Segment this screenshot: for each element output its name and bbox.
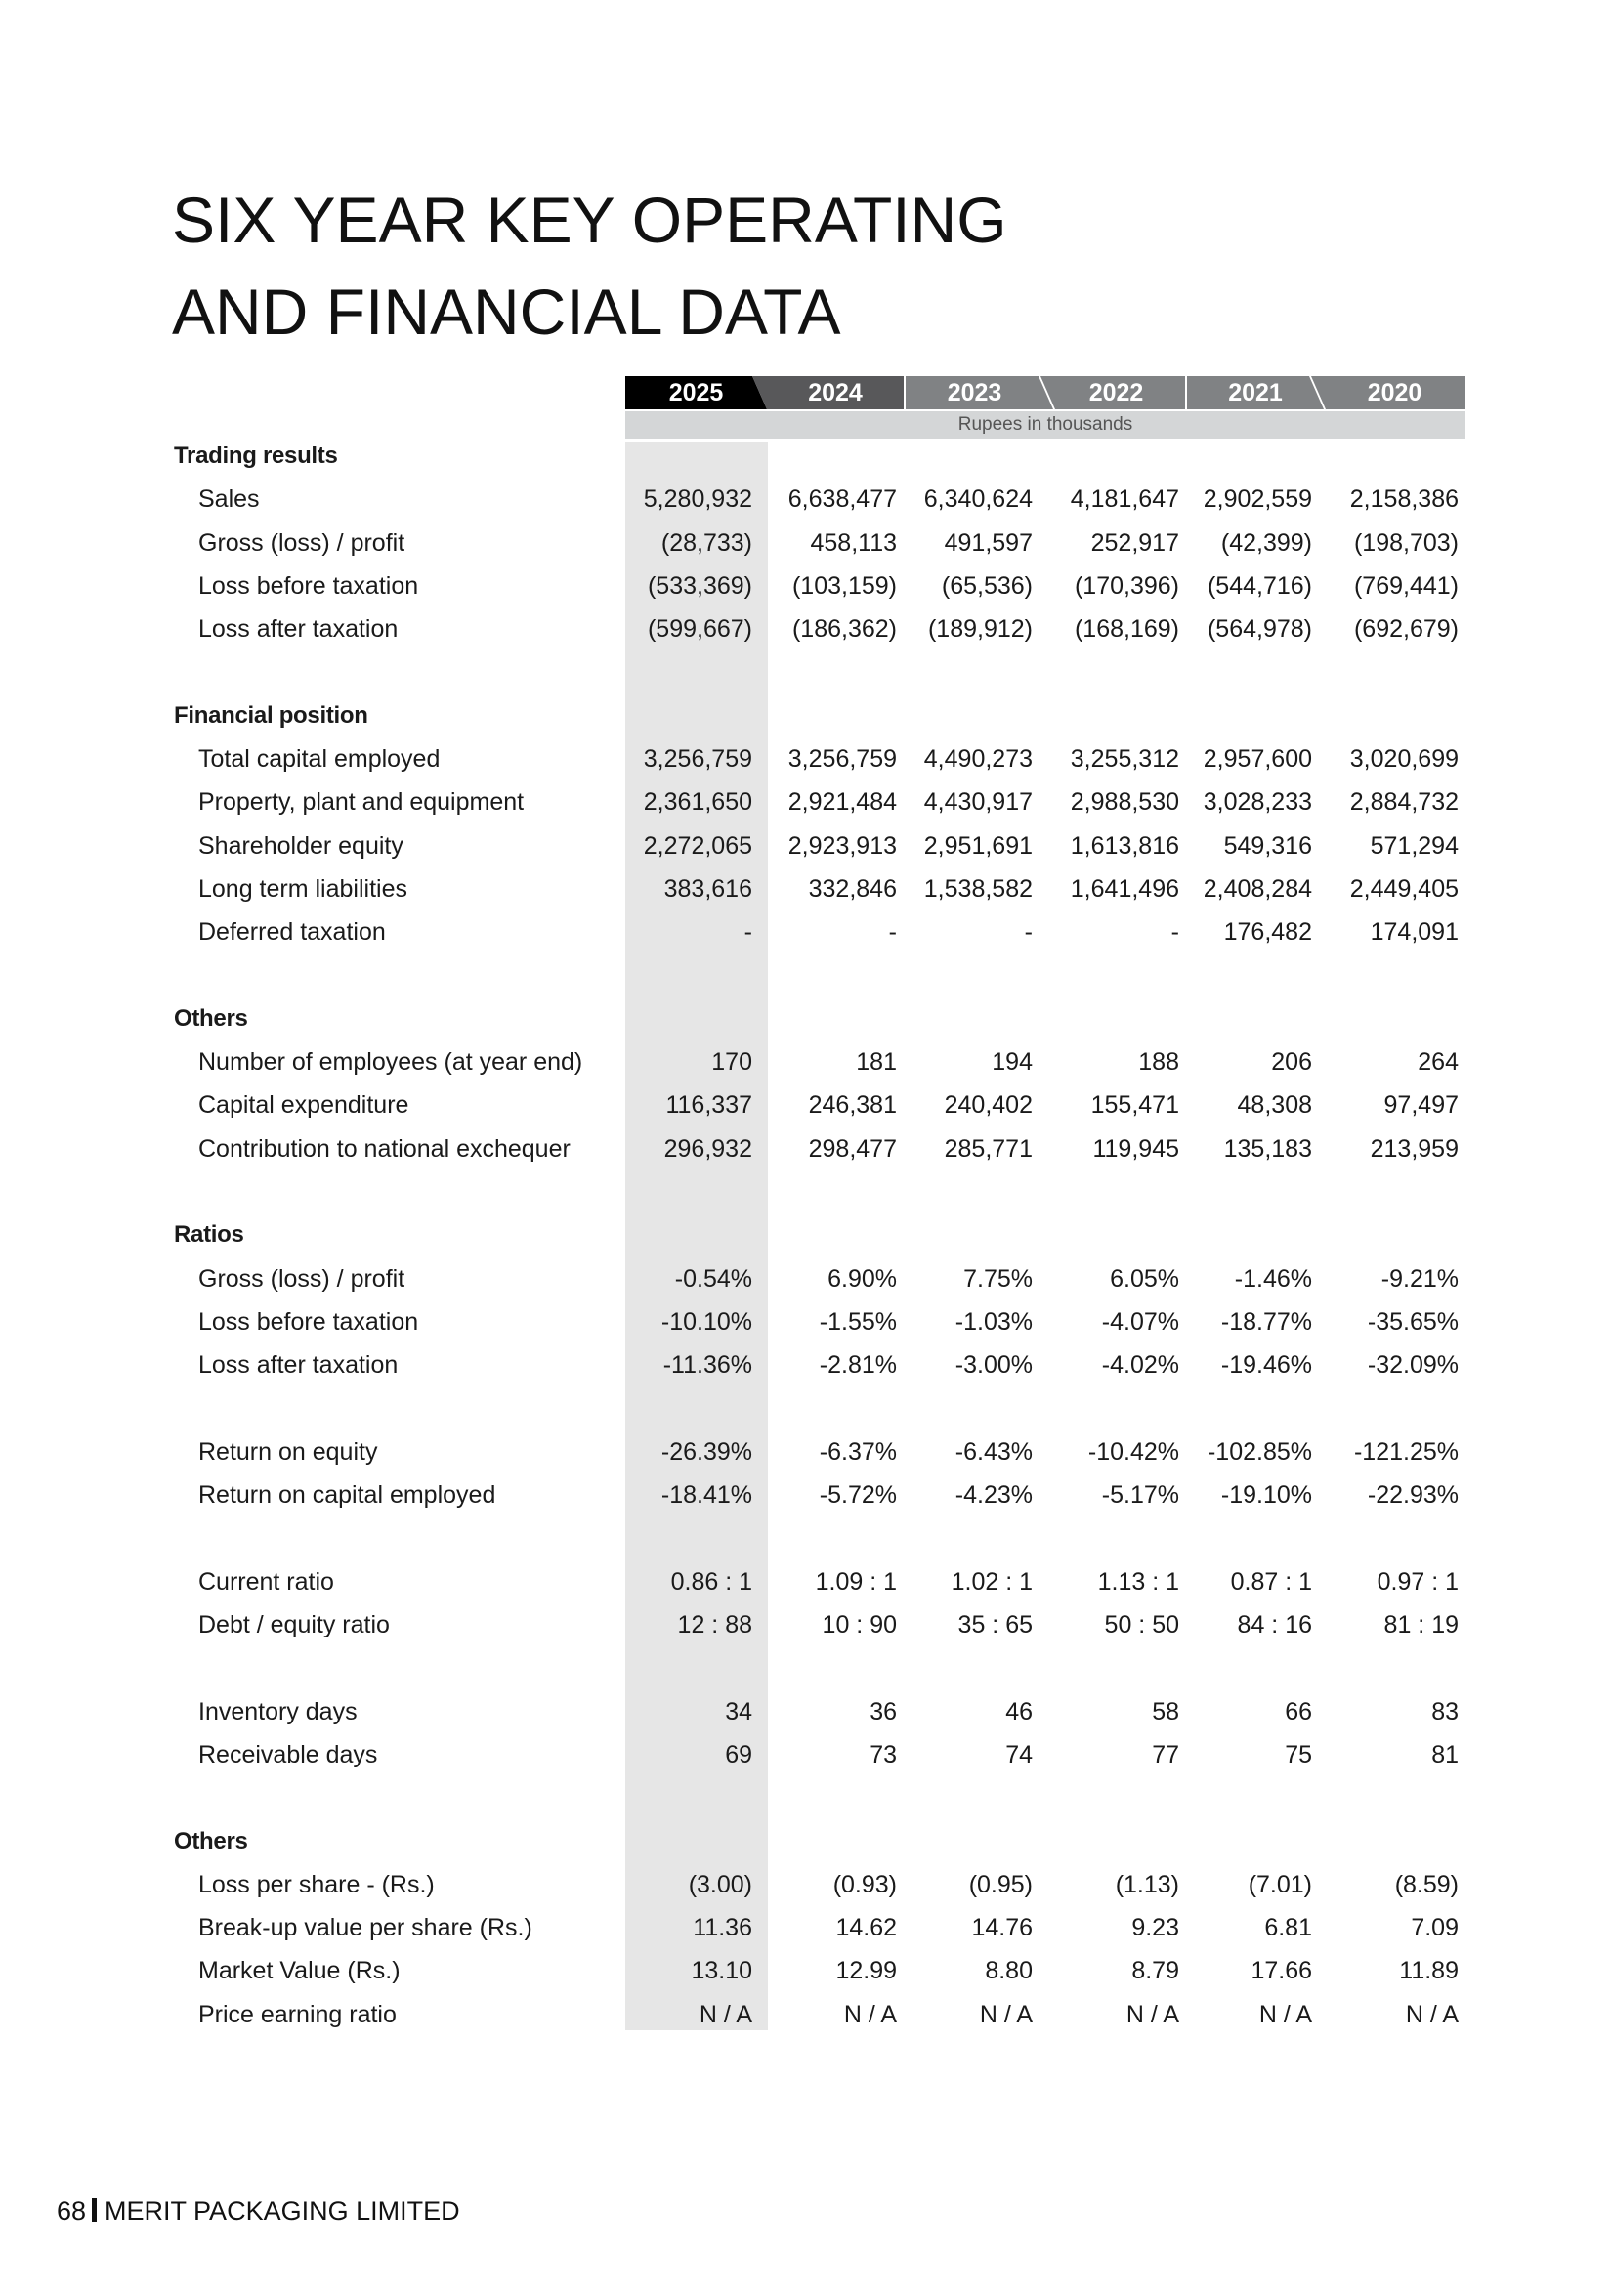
cell-2023: 4,430,917 <box>923 788 1033 817</box>
table-row <box>0 608 1612 651</box>
cell-2021: (564,978) <box>1207 616 1312 644</box>
cell-2021: -19.10% <box>1220 1481 1312 1509</box>
cell-2024: 14.62 <box>835 1914 897 1942</box>
cell-2024: (103,159) <box>791 572 897 600</box>
row-label: Deferred taxation <box>198 918 386 947</box>
cell-2024: N / A <box>843 2000 897 2028</box>
section-heading-label: Ratios <box>174 1221 244 1249</box>
cell-2022: 1,641,496 <box>1070 874 1179 903</box>
cell-2024: 458,113 <box>810 529 897 557</box>
cell-2022: 50 : 50 <box>1104 1611 1179 1639</box>
cell-2025: 5,280,932 <box>643 486 752 514</box>
row-spacer <box>0 1516 1612 1559</box>
row-label: Break-up value per share (Rs.) <box>198 1914 532 1942</box>
table-row <box>0 1690 1612 1733</box>
page-title-line-2: AND FINANCIAL DATA <box>172 276 841 348</box>
row-label: Loss before taxation <box>198 572 419 600</box>
row-spacer <box>0 1776 1612 1819</box>
section-heading <box>0 435 1612 478</box>
row-spacer <box>0 1170 1612 1213</box>
cell-2024: 10 : 90 <box>822 1611 897 1639</box>
cell-2020: 571,294 <box>1370 831 1459 860</box>
row-label: Price earning ratio <box>198 2000 397 2028</box>
cell-2020: (8.59) <box>1394 1870 1459 1898</box>
cell-2021: 6.81 <box>1264 1914 1312 1942</box>
cell-2025: (28,733) <box>660 529 752 557</box>
table-row <box>0 1041 1612 1084</box>
row-spacer <box>0 955 1612 998</box>
cell-2021: 2,902,559 <box>1203 486 1312 514</box>
cell-2022: (1.13) <box>1115 1870 1179 1898</box>
table-row <box>0 478 1612 521</box>
table-row <box>0 1603 1612 1646</box>
cell-2025: N / A <box>699 2000 752 2028</box>
cell-2022: 119,945 <box>1092 1134 1179 1163</box>
cell-2025: 34 <box>725 1697 752 1725</box>
table-row <box>0 911 1612 954</box>
cell-2025: (3.00) <box>688 1870 752 1898</box>
cell-2021: 0.87 : 1 <box>1230 1567 1312 1595</box>
cell-2022: -10.42% <box>1087 1437 1179 1466</box>
table-row <box>0 1949 1612 1992</box>
cell-2024: 246,381 <box>808 1091 897 1120</box>
cell-2023: 240,402 <box>944 1091 1033 1120</box>
cell-2024: 181 <box>856 1048 897 1077</box>
table-row <box>0 868 1612 911</box>
cell-2021: 206 <box>1271 1048 1312 1077</box>
section-heading <box>0 998 1612 1041</box>
cell-2020: 81 : 19 <box>1383 1611 1459 1639</box>
table-row <box>0 522 1612 565</box>
year-tab-2025 <box>625 376 767 409</box>
cell-2025: 116,337 <box>665 1091 752 1120</box>
cell-2021: -102.85% <box>1207 1437 1312 1466</box>
cell-2025: 2,272,065 <box>643 831 752 860</box>
cell-2024: 2,921,484 <box>787 788 897 817</box>
table-row <box>0 738 1612 781</box>
cell-2025: 2,361,650 <box>643 788 752 817</box>
row-label: Loss before taxation <box>198 1307 419 1336</box>
cell-2022: - <box>1170 918 1179 947</box>
row-label: Shareholder equity <box>198 831 403 860</box>
cell-2023: (189,912) <box>927 616 1033 644</box>
year-header <box>625 376 1465 409</box>
cell-2023: 4,490,273 <box>923 745 1033 774</box>
cell-2022: 188 <box>1138 1048 1179 1077</box>
cell-2023: N / A <box>979 2000 1033 2028</box>
row-label: Return on capital employed <box>198 1481 496 1509</box>
page-title <box>172 174 1007 358</box>
row-label: Return on equity <box>198 1437 378 1466</box>
row-label: Gross (loss) / profit <box>198 529 405 557</box>
table-row <box>0 1084 1612 1127</box>
cell-2023: -1.03% <box>954 1307 1033 1336</box>
section-heading-label: Financial position <box>174 702 368 729</box>
cell-2025: 11.36 <box>693 1914 752 1942</box>
cell-2020: 2,884,732 <box>1349 788 1459 817</box>
cell-2023: 285,771 <box>944 1134 1033 1163</box>
row-label: Current ratio <box>198 1567 334 1595</box>
cell-2023: 74 <box>1005 1740 1033 1768</box>
cell-2023: (65,536) <box>941 572 1033 600</box>
cell-2024: 298,477 <box>808 1134 897 1163</box>
cell-2025: 3,256,759 <box>643 745 752 774</box>
cell-2021: 84 : 16 <box>1237 1611 1312 1639</box>
cell-2023: 8.80 <box>985 1957 1033 1985</box>
table-row <box>0 1906 1612 1949</box>
row-label: Total capital employed <box>198 745 441 774</box>
cell-2020: 81 <box>1431 1740 1459 1768</box>
cell-2020: -35.65% <box>1367 1307 1459 1336</box>
cell-2023: (0.95) <box>968 1870 1033 1898</box>
cell-2021: (7.01) <box>1248 1870 1312 1898</box>
cell-2023: 14.76 <box>971 1914 1033 1942</box>
cell-2022: 155,471 <box>1090 1091 1179 1120</box>
cell-2020: -32.09% <box>1367 1351 1459 1380</box>
cell-2020: 0.97 : 1 <box>1377 1567 1459 1595</box>
cell-2021: 3,028,233 <box>1203 788 1312 817</box>
row-label: Inventory days <box>198 1697 358 1725</box>
cell-2024: 6,638,477 <box>787 486 897 514</box>
row-label: Gross (loss) / profit <box>198 1264 405 1293</box>
cell-2020: 264 <box>1418 1048 1459 1077</box>
table-row <box>0 1127 1612 1170</box>
cell-2025: -10.10% <box>660 1307 752 1336</box>
cell-2024: -1.55% <box>819 1307 897 1336</box>
cell-2025: 69 <box>725 1740 752 1768</box>
cell-2023: - <box>1024 918 1033 947</box>
cell-2022: 58 <box>1152 1697 1179 1725</box>
cell-2025: 170 <box>711 1048 752 1077</box>
cell-2025: 0.86 : 1 <box>670 1567 752 1595</box>
cell-2024: 332,846 <box>808 874 897 903</box>
cell-2023: 491,597 <box>944 529 1033 557</box>
section-heading <box>0 1213 1612 1256</box>
year-tab-2022 <box>1045 376 1187 409</box>
cell-2024: 6.90% <box>827 1264 897 1293</box>
cell-2022: 252,917 <box>1090 529 1179 557</box>
section-heading-label: Trading results <box>174 443 338 469</box>
cell-2021: -1.46% <box>1234 1264 1312 1293</box>
section-heading <box>0 695 1612 738</box>
cell-2022: 2,988,530 <box>1070 788 1179 817</box>
year-label: 2022 <box>1088 379 1144 406</box>
cell-2020: 2,449,405 <box>1349 874 1459 903</box>
cell-2020: -22.93% <box>1367 1481 1459 1509</box>
cell-2022: 3,255,312 <box>1070 745 1179 774</box>
row-label: Loss per share - (Rs.) <box>198 1870 435 1898</box>
cell-2021: N / A <box>1258 2000 1312 2028</box>
cell-2020: 11.89 <box>1399 1957 1459 1985</box>
cell-2024: - <box>888 918 897 947</box>
table-row <box>0 1993 1612 2036</box>
cell-2023: -6.43% <box>954 1437 1033 1466</box>
page-number: 68 <box>57 2196 87 2226</box>
cell-2022: 1,613,816 <box>1070 831 1179 860</box>
table-row <box>0 1257 1612 1300</box>
cell-2023: 35 : 65 <box>957 1611 1033 1639</box>
cell-2021: 48,308 <box>1237 1091 1312 1120</box>
cell-2020: 97,497 <box>1383 1091 1459 1120</box>
table-row <box>0 1300 1612 1343</box>
year-label: 2020 <box>1367 379 1422 406</box>
year-label: 2025 <box>668 379 724 406</box>
cell-2020: -121.25% <box>1353 1437 1459 1466</box>
cell-2024: -6.37% <box>819 1437 897 1466</box>
year-tab-2024 <box>767 376 904 409</box>
cell-2021: 75 <box>1285 1740 1312 1768</box>
cell-2022: 77 <box>1152 1740 1179 1768</box>
cell-2025: - <box>743 918 752 947</box>
section-heading <box>0 1820 1612 1863</box>
row-label: Property, plant and equipment <box>198 788 525 817</box>
cell-2025: 296,932 <box>663 1134 752 1163</box>
cell-2021: -19.46% <box>1220 1351 1312 1380</box>
cell-2024: (186,362) <box>791 616 897 644</box>
cell-2020: 2,158,386 <box>1349 486 1459 514</box>
cell-2020: (198,703) <box>1353 529 1459 557</box>
cell-2022: N / A <box>1125 2000 1179 2028</box>
cell-2021: 549,316 <box>1223 831 1312 860</box>
section-heading-label: Others <box>174 1827 248 1854</box>
cell-2020: 213,959 <box>1370 1134 1459 1163</box>
page-footer <box>57 2196 460 2227</box>
cell-2020: 174,091 <box>1370 918 1459 947</box>
row-label: Receivable days <box>198 1740 378 1768</box>
cell-2023: 1,538,582 <box>923 874 1033 903</box>
row-label: Loss after taxation <box>198 1351 399 1380</box>
cell-2024: 12.99 <box>835 1957 897 1985</box>
table-row <box>0 825 1612 868</box>
cell-2020: 3,020,699 <box>1349 745 1459 774</box>
cell-2022: 1.13 : 1 <box>1097 1567 1179 1595</box>
cell-2025: -26.39% <box>660 1437 752 1466</box>
cell-2021: 176,482 <box>1223 918 1312 947</box>
row-spacer <box>0 1387 1612 1430</box>
year-tab-2023 <box>904 376 1045 409</box>
footer-divider <box>92 2198 97 2222</box>
table-row <box>0 781 1612 824</box>
cell-2025: -11.36% <box>662 1351 752 1380</box>
cell-2024: 1.09 : 1 <box>815 1567 897 1595</box>
cell-2025: 13.10 <box>691 1957 752 1985</box>
cell-2025: (599,667) <box>647 616 752 644</box>
row-label: Number of employees (at year end) <box>198 1048 583 1077</box>
year-tab-2020 <box>1324 376 1465 409</box>
cell-2023: -3.00% <box>954 1351 1033 1380</box>
table-row <box>0 1430 1612 1473</box>
cell-2023: 1.02 : 1 <box>951 1567 1033 1595</box>
units-label: Rupees in thousands <box>625 411 1465 439</box>
cell-2023: 6,340,624 <box>923 486 1033 514</box>
cell-2025: (533,369) <box>647 572 752 600</box>
data-table <box>0 435 1612 2036</box>
cell-2021: (544,716) <box>1207 572 1312 600</box>
cell-2021: 2,957,600 <box>1203 745 1312 774</box>
year-label: 2024 <box>808 379 863 406</box>
cell-2020: (692,679) <box>1353 616 1459 644</box>
cell-2023: 2,951,691 <box>923 831 1033 860</box>
row-label: Sales <box>198 486 260 514</box>
section-heading-label: Others <box>174 1004 248 1032</box>
year-label: 2023 <box>947 379 1002 406</box>
cell-2023: -4.23% <box>954 1481 1033 1509</box>
cell-2023: 7.75% <box>963 1264 1033 1293</box>
cell-2020: N / A <box>1405 2000 1459 2028</box>
cell-2021: -18.77% <box>1220 1307 1312 1336</box>
table-row <box>0 1343 1612 1386</box>
table-row <box>0 1733 1612 1776</box>
row-spacer <box>0 651 1612 694</box>
cell-2024: 3,256,759 <box>787 745 897 774</box>
cell-2021: 2,408,284 <box>1203 874 1312 903</box>
cell-2020: -9.21% <box>1380 1264 1459 1293</box>
cell-2020: (769,441) <box>1353 572 1459 600</box>
cell-2024: -2.81% <box>819 1351 897 1380</box>
cell-2022: (170,396) <box>1074 572 1179 600</box>
row-label: Capital expenditure <box>198 1091 409 1120</box>
cell-2022: -4.02% <box>1101 1351 1179 1380</box>
cell-2022: 8.79 <box>1131 1957 1179 1985</box>
cell-2022: -4.07% <box>1101 1307 1179 1336</box>
page-title-line-1: SIX YEAR KEY OPERATING <box>172 184 1007 256</box>
cell-2021: 17.66 <box>1251 1957 1312 1985</box>
table-row <box>0 1560 1612 1603</box>
cell-2025: -18.41% <box>660 1481 752 1509</box>
table-row <box>0 1473 1612 1516</box>
cell-2024: 2,923,913 <box>787 831 897 860</box>
cell-2025: 12 : 88 <box>677 1611 752 1639</box>
cell-2024: 36 <box>870 1697 897 1725</box>
company-name: MERIT PACKAGING LIMITED <box>105 2196 460 2226</box>
cell-2020: 7.09 <box>1411 1914 1459 1942</box>
table-row <box>0 1863 1612 1906</box>
row-spacer <box>0 1646 1612 1689</box>
cell-2022: 6.05% <box>1110 1264 1179 1293</box>
cell-2022: 4,181,647 <box>1070 486 1179 514</box>
cell-2022: (168,169) <box>1074 616 1179 644</box>
cell-2022: -5.17% <box>1101 1481 1179 1509</box>
cell-2020: 83 <box>1431 1697 1459 1725</box>
cell-2024: 73 <box>870 1740 897 1768</box>
cell-2021: (42,399) <box>1220 529 1312 557</box>
cell-2024: -5.72% <box>819 1481 897 1509</box>
row-label: Debt / equity ratio <box>198 1611 390 1639</box>
cell-2024: (0.93) <box>832 1870 897 1898</box>
year-tab-2021 <box>1187 376 1324 409</box>
cell-2023: 194 <box>992 1048 1033 1077</box>
table-row <box>0 565 1612 608</box>
row-label: Contribution to national exchequer <box>198 1134 571 1163</box>
row-label: Loss after taxation <box>198 616 399 644</box>
year-label: 2021 <box>1228 379 1283 406</box>
cell-2023: 46 <box>1005 1697 1033 1725</box>
row-label: Long term liabilities <box>198 874 407 903</box>
cell-2022: 9.23 <box>1131 1914 1179 1942</box>
row-label: Market Value (Rs.) <box>198 1957 401 1985</box>
cell-2025: 383,616 <box>663 874 752 903</box>
cell-2025: -0.54% <box>674 1264 752 1293</box>
cell-2021: 66 <box>1285 1697 1312 1725</box>
cell-2021: 135,183 <box>1223 1134 1312 1163</box>
